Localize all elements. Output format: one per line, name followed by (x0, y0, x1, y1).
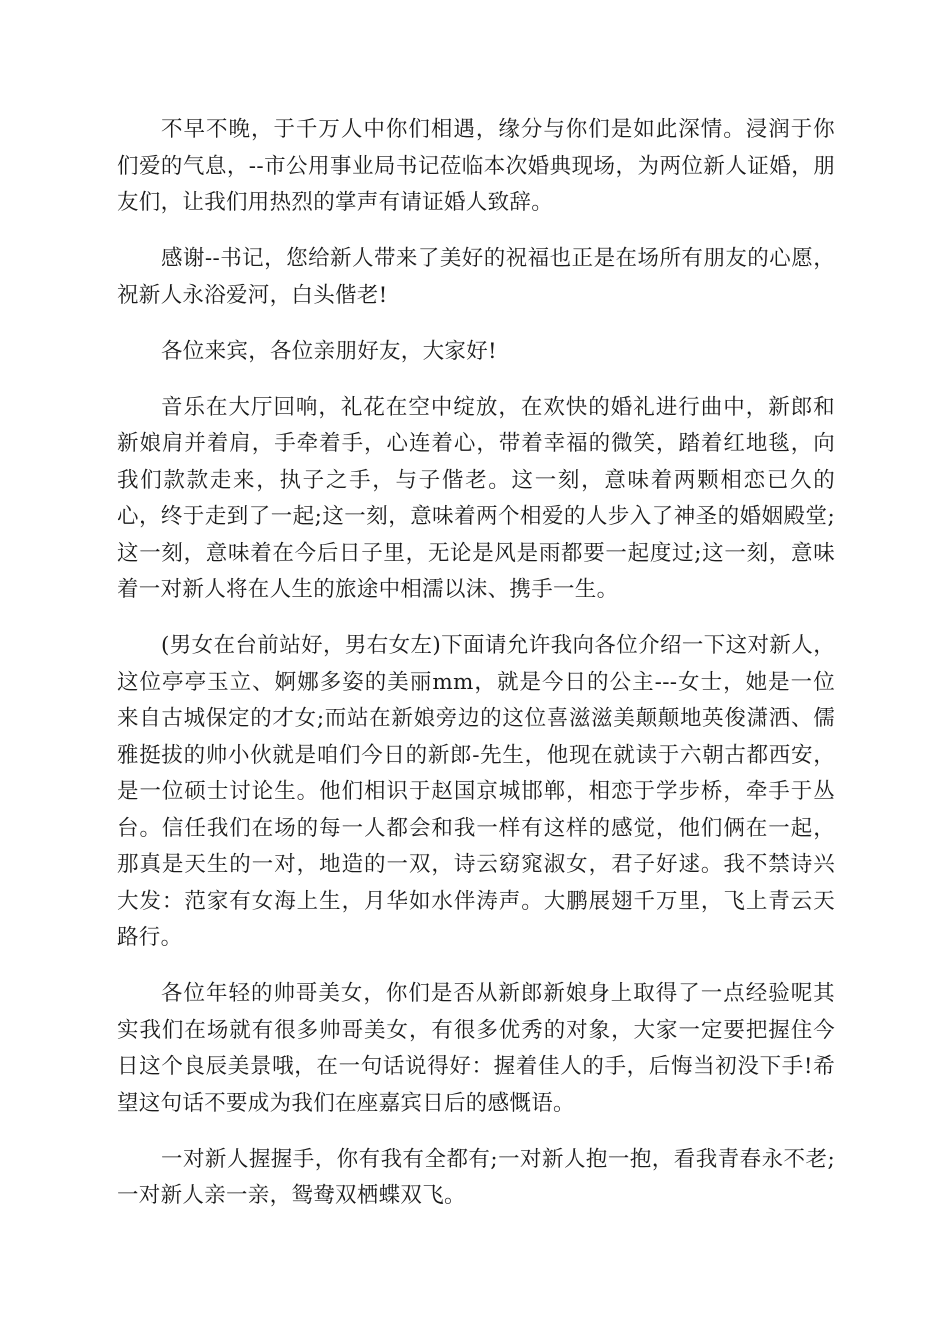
paragraph-introduction: (男女在台前站好，男右女左)下面请允许我向各位介绍一下这对新人，这位亭亭玉立、婀娜多姿的美丽mm，就是今日的公主---女士，她是一位来自古城保定的才女;而站在新娘旁边的这位喜滋滋美颠颠地英俊潇洒、儒雅挺拔的帅小伙就是咱们今日的新郎-先生，他现在就读于六朝古都西安，是一位硕士讨论生。他们相识于赵国京城邯郸，相恋于学步桥，牵手于丛台。信任我们在场的每一人都会和我一样有这样的感觉，他们俩在一起，那真是天生的一对，地造的一双，诗云窈窕淑女，君子好逑。我不禁诗兴大发：范家有女海上生，月华如水伴涛声。大鹏展翅千万里，飞上青云天路行。 (117, 633, 835, 950)
paragraph-entrance: 音乐在大厅回响，礼花在空中绽放，在欢快的婚礼进行曲中，新郎和新娘肩并着肩，手牵着手，心连着心，带着幸福的微笑，踏着红地毯，向我们款款走来，执子之手，与子偕老。这一刻，意味着两颗相恋已久的心，终于走到了一起;这一刻，意味着两个相爱的人步入了神圣的婚姻殿堂;这一刻，意味着在今后日子里，无论是风是雨都要一起度过;这一刻，意味着一对新人将在人生的旅途中相濡以沫、携手一生。 (117, 394, 835, 602)
paragraph-greeting: 各位来宾，各位亲朋好友，大家好! (161, 338, 497, 364)
paragraph-witness-intro: 不早不晚，于千万人中你们相遇，缘分与你们是如此深情。浸润于你们爱的气息，--市公用事业局书记莅临本次婚典现场，为两位新人证婚，朋友们，让我们用热烈的掌声有请证婚人致辞。 (117, 117, 835, 215)
paragraph-couple-ritual: 一对新人握握手，你有我有全都有;一对新人抱一抱，看我青春永不老;一对新人亲一亲，鸳鸯双栖蝶双飞。 (117, 1146, 835, 1208)
paragraph-thanks: 感谢--书记，您给新人带来了美好的祝福也正是在场所有朋友的心愿，祝新人永浴爱河，白头偕老! (117, 246, 835, 308)
document-page (117, 112, 835, 1234)
paragraph-guests: 各位年轻的帅哥美女，你们是否从新郎新娘身上取得了一点经验呢其实我们在场就有很多帅哥美女，有很多优秀的对象，大家一定要把握住今日这个良辰美景哦，在一句话说得好：握着佳人的手，后悔当初没下手!希望这句话不要成为我们在座嘉宾日后的感慨语。 (117, 981, 835, 1116)
